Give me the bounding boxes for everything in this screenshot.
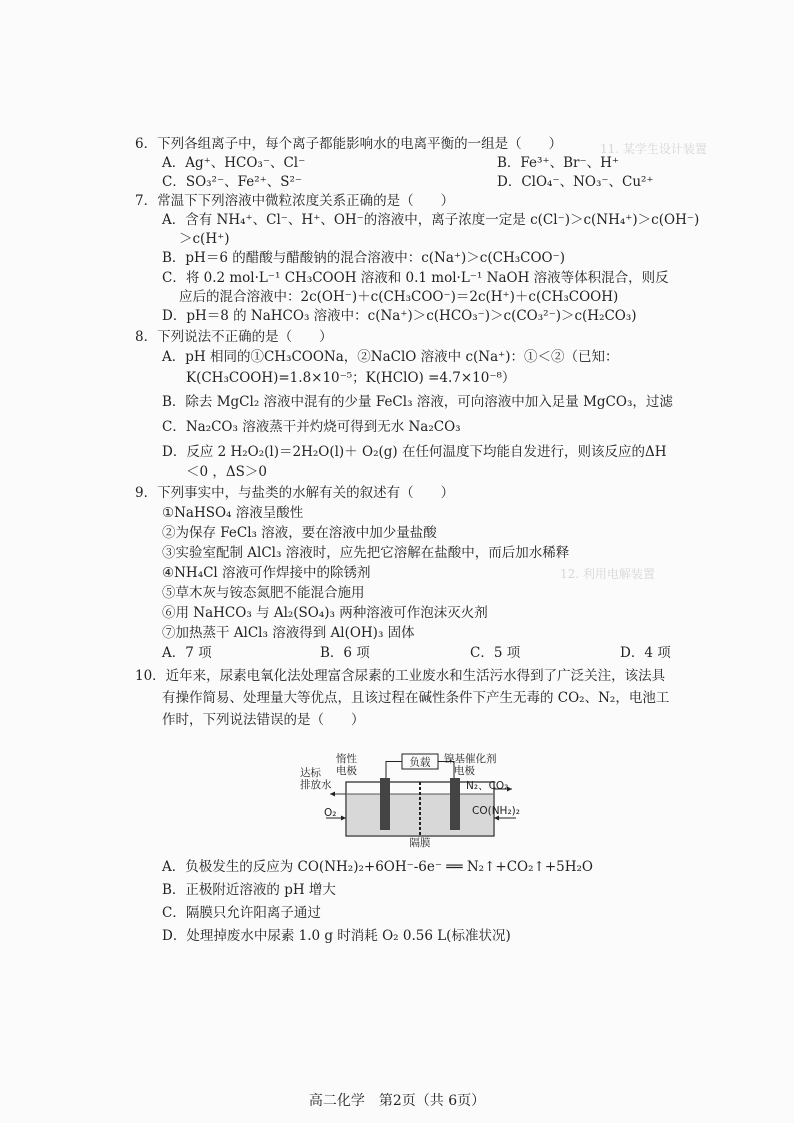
urea-fuel-cell-diagram bbox=[300, 752, 521, 849]
question-7-option-c: C．将 0.2 mol·L⁻¹ CH₃COOH 溶液和 0.1 mol·L⁻¹ NaOH 溶液等体积混合，则反 bbox=[162, 270, 669, 286]
question-7-option-d: D．pH＝8 的 NaHCO₃ 溶液中：c(Na⁺)＞c(HCO₃⁻)＞c(CO₃²⁻)＞c(H₂CO₃) bbox=[162, 308, 637, 324]
ni-catalyst-label: 镍基催化剂 bbox=[444, 753, 497, 765]
urea-label: CO(NH₂)₂ bbox=[472, 805, 520, 817]
question-7-option-a-cont: ＞c(H⁺) bbox=[179, 231, 230, 247]
inert-electrode-label: 惰性 bbox=[336, 753, 357, 765]
question-8-option-a: A．pH 相同的①CH₃COONa，②NaClO 溶液中 c(Na⁺)：①＜②（已知： bbox=[162, 349, 619, 365]
question-8-option-b: B．除去 MgCl₂ 溶液中混有的少量 FeCl₃ 溶液，可向溶液中加入足量 MgCO₃，过滤 bbox=[162, 394, 673, 410]
question-9-option-c: C．5 项 bbox=[470, 645, 521, 661]
membrane-label: 隔膜 bbox=[409, 837, 431, 849]
page-footer: 高二化学 第2页（共 6页） bbox=[308, 1093, 486, 1109]
question-8-option-a-cont: K(CH₃COOH)=1.8×10⁻⁵；K(HClO) =4.7×10⁻⁸） bbox=[186, 370, 516, 386]
question-9-item: ①NaHSO₄ 溶液呈酸性 bbox=[162, 505, 304, 521]
bleed-through-text: 12. 利用电解装置 bbox=[560, 567, 655, 581]
question-8-option-c: C．Na₂CO₃ 溶液蒸干并灼烧可得到无水 Na₂CO₃ bbox=[162, 419, 461, 435]
question-9-item: ⑦加热蒸干 AlCl₃ 溶液得到 Al(OH)₃ 固体 bbox=[162, 625, 415, 641]
question-7-option-b: B．pH＝6 的醋酸与醋酸钠的混合溶液中：c(Na⁺)＞c(CH₃COO⁻) bbox=[162, 250, 565, 266]
question-8-stem: 8．下列说法不正确的是（ ） bbox=[135, 329, 333, 345]
question-9-item: ④NH₄Cl 溶液可作焊接中的除锈剂 bbox=[162, 565, 371, 581]
ni-electrode bbox=[450, 778, 460, 830]
question-9-option-d: D．4 项 bbox=[620, 645, 671, 661]
question-10-stem-cont: 作时，下列说法错误的是（ ） bbox=[162, 712, 365, 728]
question-10-option-a: A．负极发生的反应为 CO(NH₂)₂+6OH⁻-6e⁻ ══ N₂↑+CO₂↑+5H₂O bbox=[162, 859, 593, 875]
question-9-item: ③实验室配制 AlCl₃ 溶液时，应先把它溶解在盐酸中，而后加水稀释 bbox=[162, 545, 570, 561]
o2-label: O₂ bbox=[324, 807, 337, 819]
inert-electrode bbox=[380, 778, 390, 830]
discharge-label-2: 排放水 bbox=[300, 779, 332, 791]
bleed-through-text: 11. 某学生设计装置 bbox=[600, 142, 707, 156]
question-10-option-b: B．正极附近溶液的 pH 增大 bbox=[162, 882, 336, 898]
question-6-option-a: A．Ag⁺、HCO₃⁻、Cl⁻ bbox=[162, 155, 306, 171]
question-7-stem: 7．常温下下列溶液中微粒浓度关系正确的是（ ） bbox=[135, 193, 455, 209]
question-8-option-d: D．反应 2 H₂O₂(l)＝2H₂O(l)＋ O₂(g) 在任何温度下均能自发进行，则该反应的ΔH bbox=[162, 444, 667, 460]
question-6-option-b: B．Fe³⁺、Br⁻、H⁺ bbox=[497, 155, 619, 171]
question-6-option-d: D．ClO₄⁻、NO₃⁻、Cu²⁺ bbox=[497, 174, 654, 190]
question-10-option-d: D．处理掉废水中尿素 1.0 g 时消耗 O₂ 0.56 L(标准状况) bbox=[162, 928, 511, 944]
question-9-item: ②为保存 FeCl₃ 溶液，要在溶液中加少量盐酸 bbox=[162, 525, 437, 541]
question-9-option-a: A．7 项 bbox=[162, 645, 212, 661]
load-label: 负载 bbox=[409, 756, 431, 769]
question-6-option-c: C．SO₃²⁻、Fe²⁺、S²⁻ bbox=[162, 174, 303, 190]
discharge-label: 达标 bbox=[300, 767, 321, 779]
question-6-stem: 6．下列各组离子中，每个离子都能影响水的电离平衡的一组是（ ） bbox=[135, 136, 563, 152]
question-7-option-a: A．含有 NH₄⁺、Cl⁻、H⁺、OH⁻的溶液中，离子浓度一定是 c(Cl⁻)＞c(NH₄⁺)＞c(OH⁻) bbox=[162, 212, 700, 228]
ni-catalyst-label-2: 电极 bbox=[454, 765, 475, 777]
question-10-option-c: C．隔膜只允许阳离子通过 bbox=[162, 905, 321, 921]
question-9-stem: 9．下列事实中，与盐类的水解有关的叙述有（ ） bbox=[135, 485, 455, 501]
question-10-stem-cont: 有操作简易、处理量大等优点，且该过程在碱性条件下产生无毒的 CO₂、N₂，电池工 bbox=[162, 690, 670, 706]
question-9-option-b: B．6 项 bbox=[320, 645, 370, 661]
inert-electrode-label-2: 电极 bbox=[336, 765, 357, 777]
gas-out-label: N₂、CO₂ bbox=[466, 780, 509, 792]
question-9-item: ⑥用 NaHCO₃ 与 Al₂(SO₄)₃ 两种溶液可作泡沫灭火剂 bbox=[162, 605, 488, 621]
question-10-stem: 10．近年来，尿素电氧化法处理富含尿素的工业废水和生活污水得到了广泛关注，该法具 bbox=[135, 668, 666, 684]
question-7-option-c-cont: 应后的混合溶液中：2c(OH⁻)＋c(CH₃COO⁻)＝2c(H⁺)＋c(CH₃COOH) bbox=[179, 289, 619, 305]
question-9-item: ⑤草木灰与铵态氮肥不能混合施用 bbox=[162, 585, 365, 601]
question-8-option-d-cont: ＜0 ，ΔS＞0 bbox=[186, 464, 267, 480]
